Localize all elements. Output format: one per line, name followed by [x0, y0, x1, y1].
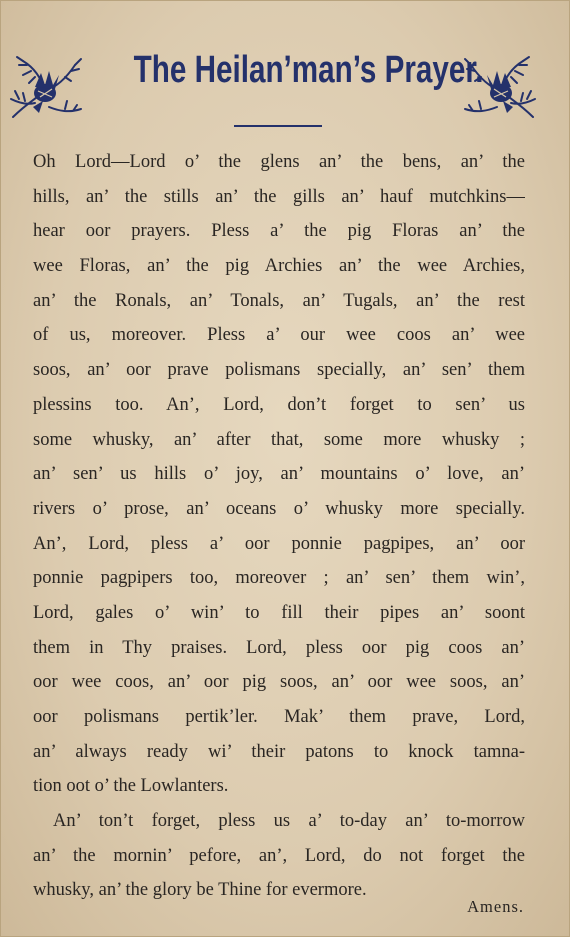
- paragraph: [33, 804, 525, 908]
- text-line: them in Thy praises. Lord, pless oor pig coos an’: [33, 637, 525, 658]
- text-line: An’ ton’t forget, pless us a’ to-day an’ to-morrow: [53, 811, 525, 832]
- text-line: Oh Lord—Lord o’ the glens an’ the bens, an’ the: [33, 152, 525, 172]
- text-line: oor wee coos, an’ oor pig soos, an’ oor wee soos, an’: [33, 672, 525, 693]
- text-line: an’ the Ronals, an’ Tonals, an’ Tugals, an’ the rest: [33, 290, 525, 311]
- text-line: hear oor prayers. Pless a’ the pig Floras an’ the: [33, 221, 525, 242]
- text-line: of us, moreover. Pless a’ our wee coos an’ wee: [33, 325, 525, 346]
- text-line: whusky, an’ the glory be Thine for evermore.: [33, 880, 367, 901]
- text-line: an’ the mornin’ pefore, an’, Lord, do not forget the: [33, 845, 525, 866]
- text-line: tion oot o’ the Lowlanters.: [33, 776, 229, 797]
- text-line: hills, an’ the stills an’ the gills an’ hauf mutchkins—: [33, 186, 525, 207]
- text-line: an’ always ready wi’ their patons to knock tamna-: [33, 741, 525, 762]
- prayer-body: [33, 145, 525, 908]
- text-line: wee Floras, an’ the pig Archies an’ the wee Archies,: [33, 256, 525, 277]
- text-line: an’ sen’ us hills o’ joy, an’ mountains o’ love, an’: [33, 464, 525, 485]
- text-line: ponnie pagpipers too, moreover ; an’ sen’ them win’,: [33, 568, 525, 589]
- paragraph: [33, 145, 525, 804]
- text-line: some whusky, an’ after that, some more whusky ;: [33, 429, 525, 450]
- text-line: rivers o’ prose, an’ oceans o’ whusky more specially.: [33, 498, 525, 519]
- text-line: plessins too. An’, Lord, don’t forget to sen’ us: [33, 394, 525, 415]
- page-title: The Heilan’man’s Prayer.: [133, 49, 484, 91]
- text-line: oor polismans pertik’ler. Mak’ them prave, Lord,: [33, 707, 525, 727]
- text-line: Lord, gales o’ win’ to fill their pipes an’ soont: [33, 602, 525, 623]
- thistle-icon: [5, 47, 87, 133]
- title-divider: [234, 125, 322, 127]
- signoff: Amens.: [467, 897, 524, 916]
- text-line: soos, an’ oor prave polismans specially, an’ sen’ them: [33, 360, 525, 381]
- text-line: An’, Lord, pless a’ oor ponnie pagpipes, an’ oor: [33, 533, 525, 554]
